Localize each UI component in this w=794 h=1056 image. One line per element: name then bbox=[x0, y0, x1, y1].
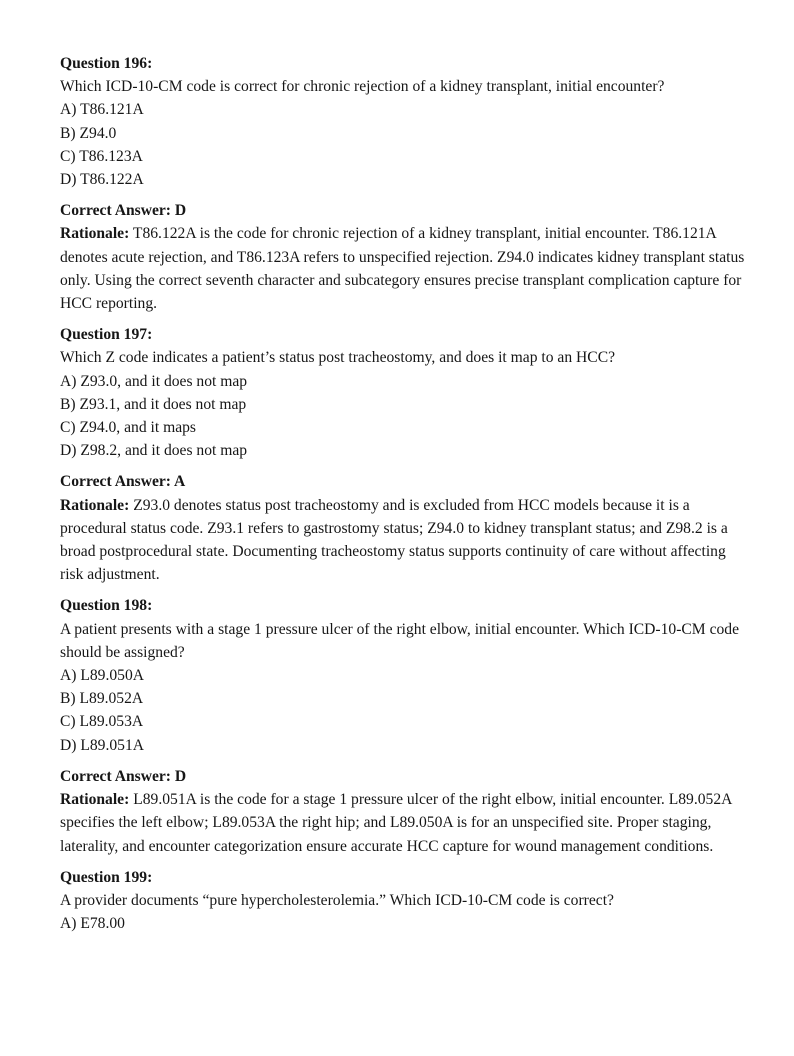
option-d: D) Z98.2, and it does not map bbox=[60, 442, 248, 460]
question-heading: Question 196: bbox=[60, 55, 153, 72]
option-a: A) E78.00 bbox=[60, 915, 125, 933]
answer-block bbox=[60, 765, 750, 858]
question-heading: Question 198: bbox=[60, 597, 153, 615]
question-block bbox=[60, 52, 750, 191]
question-text: Which Z code indicates a patient’s status post tracheostomy, and does it map to an HCC? bbox=[60, 349, 616, 367]
option-b: B) L89.052A bbox=[60, 690, 144, 708]
option-a: A) L89.050A bbox=[60, 667, 145, 685]
rationale-label: Rationale: bbox=[60, 225, 130, 243]
question-block bbox=[60, 866, 750, 936]
option-b: B) Z93.1, and it does not map bbox=[60, 395, 247, 413]
option-c: C) T86.123A bbox=[60, 147, 143, 165]
correct-answer: Correct Answer: D bbox=[60, 202, 187, 220]
document-page bbox=[60, 52, 750, 943]
answer-block bbox=[60, 199, 750, 315]
rationale bbox=[60, 788, 750, 858]
option-d: D) T86.122A bbox=[60, 171, 144, 189]
rationale-label: Rationale: bbox=[60, 496, 130, 514]
option-b: B) Z94.0 bbox=[60, 124, 117, 142]
option-a: A) T86.121A bbox=[60, 101, 144, 119]
question-block bbox=[60, 323, 750, 462]
correct-answer: Correct Answer: D bbox=[60, 767, 187, 785]
rationale-text: Z93.0 denotes status post tracheostomy and is excluded from HCC models because it is a procedural status code. Z93.1 refers to gastrostomy status; Z94.0 to kidney transplant status; and Z98.2 is a broad postprocedural state. Documenting tracheostomy status supports continuity of care without affecting risk adjustment. bbox=[60, 496, 728, 584]
rationale-text: T86.122A is the code for chronic rejection of a kidney transplant, initial encounter. T86.121A denotes acute rejection, and T86.123A refers to unspecified rejection. Z94.0 indicates kidney transplant status only. Using the correct seventh character and subcategory ensures precise transplant complication capture for HCC reporting. bbox=[60, 225, 745, 313]
option-c: C) Z94.0, and it maps bbox=[60, 419, 196, 437]
question-text: A patient presents with a stage 1 pressure ulcer of the right elbow, initial encounter. Which ICD-10-CM code should be assigned? bbox=[60, 620, 740, 661]
rationale bbox=[60, 222, 750, 315]
correct-answer: Correct Answer: A bbox=[60, 473, 186, 491]
answer-block bbox=[60, 470, 750, 586]
question-block bbox=[60, 594, 750, 756]
question-text: Which ICD-10-CM code is correct for chronic rejection of a kidney transplant, initial encounter? bbox=[60, 78, 665, 96]
option-a: A) Z93.0, and it does not map bbox=[60, 372, 248, 390]
rationale-text: L89.051A is the code for a stage 1 pressure ulcer of the right elbow, initial encounter. L89.052A specifies the left elbow; L89.053A the right hip; and L89.050A is for an unspecified site. Proper staging, laterality, and encounter categorization ensure accurate HCC capture for wound management conditions. bbox=[60, 791, 732, 855]
question-heading: Question 197: bbox=[60, 326, 153, 344]
rationale bbox=[60, 494, 750, 587]
question-heading: Question 199: bbox=[60, 868, 153, 886]
rationale-label: Rationale: bbox=[60, 791, 130, 809]
option-c: C) L89.053A bbox=[60, 713, 144, 731]
option-d: D) L89.051A bbox=[60, 736, 145, 754]
question-text: A provider documents “pure hypercholesterolemia.” Which ICD-10-CM code is correct? bbox=[60, 891, 614, 909]
